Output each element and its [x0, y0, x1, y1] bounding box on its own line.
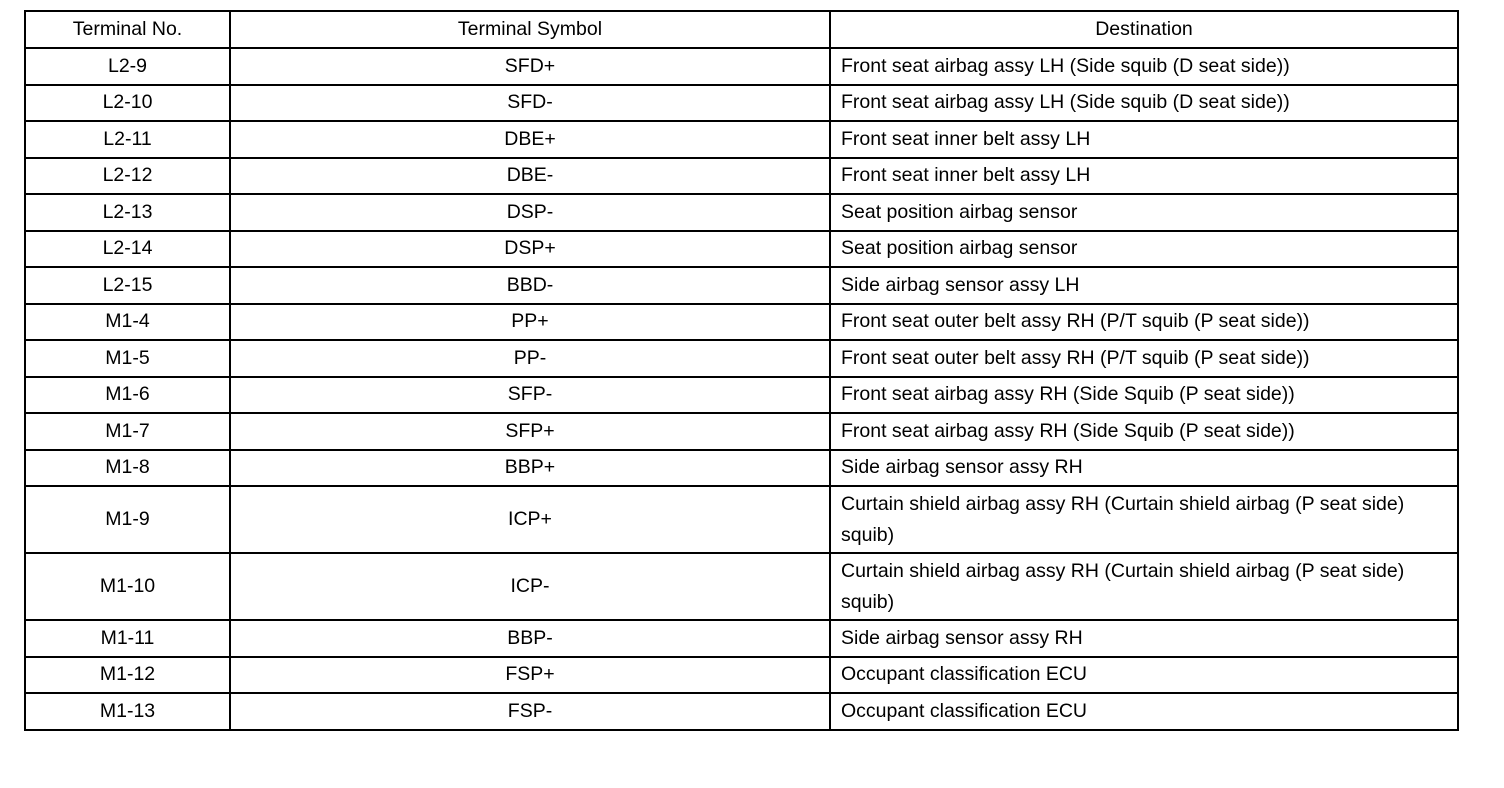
table-row — [25, 231, 1458, 268]
destination-cell: Front seat outer belt assy RH (P/T squib (P seat side)) — [830, 340, 1458, 377]
destination-cell: Occupant classification ECU — [830, 657, 1458, 694]
destination-cell: Side airbag sensor assy RH — [830, 620, 1458, 657]
table-row — [25, 486, 1458, 553]
destination-cell: Curtain shield airbag assy RH (Curtain shield airbag (P seat side) squib) — [830, 553, 1458, 620]
terminal-no-cell: L2-11 — [25, 121, 230, 158]
terminal-symbol-cell: SFP+ — [230, 413, 830, 450]
terminal-no-cell: M1-5 — [25, 340, 230, 377]
terminal-symbol-cell: ICP- — [230, 553, 830, 620]
terminal-symbol-cell: BBP+ — [230, 450, 830, 487]
destination-cell: Front seat airbag assy LH (Side squib (D seat side)) — [830, 48, 1458, 85]
terminal-symbol-cell: SFD- — [230, 85, 830, 122]
terminal-symbol-cell: DSP+ — [230, 231, 830, 268]
table-row — [25, 377, 1458, 414]
destination-cell: Front seat inner belt assy LH — [830, 121, 1458, 158]
table-row — [25, 85, 1458, 122]
terminal-symbol-cell: SFP- — [230, 377, 830, 414]
table-row — [25, 48, 1458, 85]
terminal-symbol-cell: DBE- — [230, 158, 830, 195]
terminal-no-cell: L2-13 — [25, 194, 230, 231]
terminal-no-cell: L2-9 — [25, 48, 230, 85]
table-row — [25, 657, 1458, 694]
terminal-symbol-cell: FSP+ — [230, 657, 830, 694]
destination-cell: Side airbag sensor assy RH — [830, 450, 1458, 487]
destination-cell: Occupant classification ECU — [830, 693, 1458, 730]
table-row — [25, 340, 1458, 377]
table-row — [25, 158, 1458, 195]
terminal-no-cell: L2-10 — [25, 85, 230, 122]
terminal-symbol-cell: FSP- — [230, 693, 830, 730]
terminal-no-cell: L2-14 — [25, 231, 230, 268]
table-row — [25, 620, 1458, 657]
destination-cell: Front seat outer belt assy RH (P/T squib (P seat side)) — [830, 304, 1458, 341]
terminal-no-cell: M1-10 — [25, 553, 230, 620]
table-row — [25, 194, 1458, 231]
table-row — [25, 413, 1458, 450]
destination-cell: Side airbag sensor assy LH — [830, 267, 1458, 304]
terminal-no-cell: M1-4 — [25, 304, 230, 341]
terminal-symbol-cell: DBE+ — [230, 121, 830, 158]
terminal-symbol-cell: DSP- — [230, 194, 830, 231]
table-row — [25, 693, 1458, 730]
destination-cell: Front seat airbag assy LH (Side squib (D seat side)) — [830, 85, 1458, 122]
terminal-no-cell: M1-13 — [25, 693, 230, 730]
header-terminal-symbol: Terminal Symbol — [230, 11, 830, 48]
terminal-symbol-cell: SFD+ — [230, 48, 830, 85]
terminal-symbol-cell: PP- — [230, 340, 830, 377]
terminal-no-cell: L2-15 — [25, 267, 230, 304]
destination-cell: Curtain shield airbag assy RH (Curtain shield airbag (P seat side) squib) — [830, 486, 1458, 553]
destination-cell: Front seat airbag assy RH (Side Squib (P seat side)) — [830, 377, 1458, 414]
terminal-symbol-cell: ICP+ — [230, 486, 830, 553]
header-destination: Destination — [830, 11, 1458, 48]
table-row — [25, 304, 1458, 341]
terminal-symbol-cell: PP+ — [230, 304, 830, 341]
destination-cell: Seat position airbag sensor — [830, 231, 1458, 268]
destination-cell: Front seat inner belt assy LH — [830, 158, 1458, 195]
terminal-no-cell: M1-6 — [25, 377, 230, 414]
terminal-no-cell: M1-11 — [25, 620, 230, 657]
terminal-no-cell: M1-12 — [25, 657, 230, 694]
table-row — [25, 267, 1458, 304]
destination-cell: Seat position airbag sensor — [830, 194, 1458, 231]
header-row — [25, 11, 1458, 48]
header-terminal-no: Terminal No. — [25, 11, 230, 48]
destination-cell: Front seat airbag assy RH (Side Squib (P seat side)) — [830, 413, 1458, 450]
terminal-symbol-cell: BBP- — [230, 620, 830, 657]
terminal-no-cell: M1-9 — [25, 486, 230, 553]
terminal-no-cell: L2-12 — [25, 158, 230, 195]
terminal-no-cell: M1-7 — [25, 413, 230, 450]
terminal-table — [24, 10, 1459, 731]
table-row — [25, 553, 1458, 620]
table-row — [25, 121, 1458, 158]
terminal-no-cell: M1-8 — [25, 450, 230, 487]
table-row — [25, 450, 1458, 487]
terminal-symbol-cell: BBD- — [230, 267, 830, 304]
